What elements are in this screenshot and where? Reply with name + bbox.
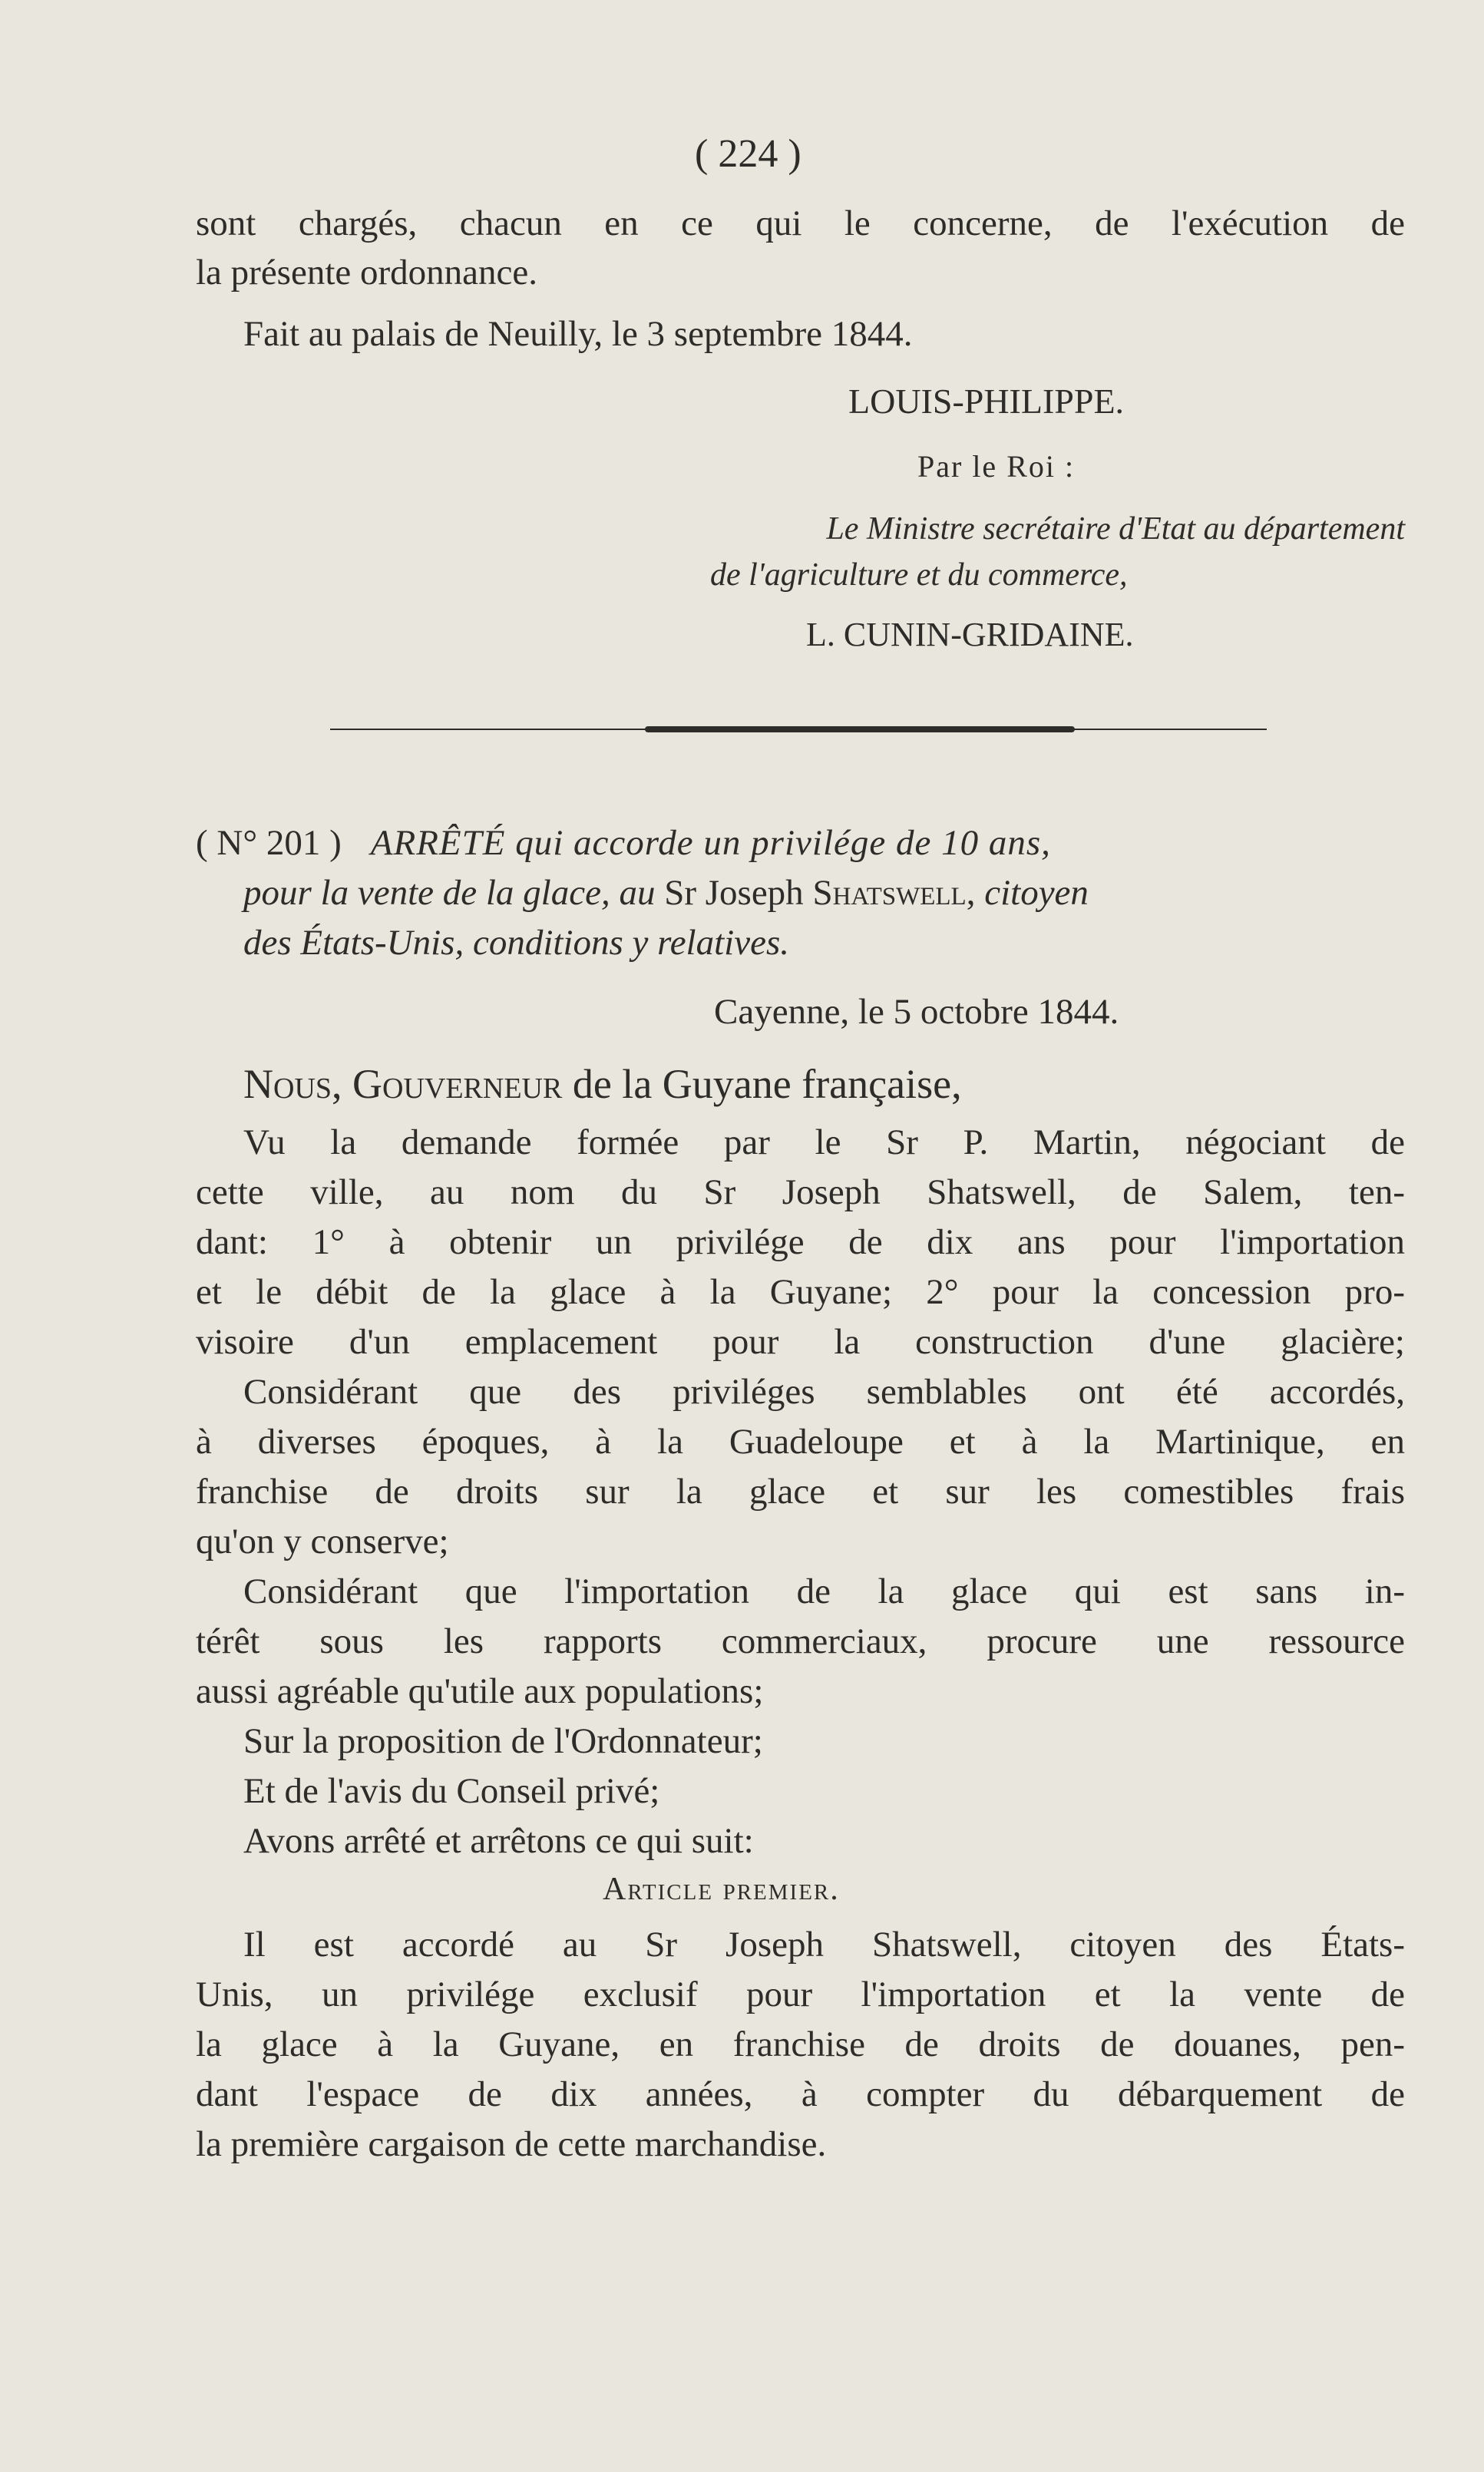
- body-line: Avons arrêté et arrêtons ce qui suit:: [243, 1821, 754, 1861]
- intro-line-2: la présente ordonnance.: [196, 253, 537, 292]
- body-line: Et de l'avis du Conseil privé;: [243, 1771, 660, 1811]
- minister-title-line-1: Le Ministre secrétaire d'Etat au département: [826, 511, 1405, 547]
- article-line: Il est accordé au Sr Joseph Shatswell, citoyen des États-: [243, 1925, 1405, 1965]
- article-line: la première cargaison de cette marchandise.: [196, 2124, 827, 2164]
- nous-gouverneur: Nous, Gouverneur de la Guyane française,: [243, 1061, 962, 1107]
- decree-title-line-1: [196, 825, 1405, 861]
- body-line: et le débit de la glace à la Guyane; 2° pour la concession pro-: [196, 1272, 1405, 1312]
- body-line: Considérant que l'importation de la glace qui est sans in-: [243, 1571, 1405, 1611]
- body-line: Sur la proposition de l'Ordonnateur;: [243, 1721, 763, 1761]
- decree-number: ( N° 201 ): [196, 823, 342, 863]
- decree-title-line-2: pour la vente de la glace, au Sr Joseph Shatswell, citoyen: [243, 873, 1089, 913]
- body-line: dant: 1° à obtenir un privilége de dix ans pour l'importation: [196, 1222, 1405, 1262]
- body-line: qu'on y conserve;: [196, 1522, 449, 1562]
- decree-title-1: ARRÊTÉ qui accorde un privilége de 10 ans,: [370, 823, 1051, 863]
- body-line: térêt sous les rapports commerciaux, procure une ressource: [196, 1621, 1405, 1661]
- minister-title-line-2: de l'agriculture et du commerce,: [710, 557, 1128, 593]
- body-line: Considérant que des priviléges semblables ont été accordés,: [243, 1372, 1405, 1412]
- body-line: cette ville, au nom du Sr Joseph Shatswell, de Salem, ten-: [196, 1172, 1405, 1212]
- divider-thick: [645, 726, 1075, 732]
- minister-name: L. CUNIN-GRIDAINE.: [806, 616, 1134, 653]
- body-line: aussi agréable qu'utile aux populations;: [196, 1671, 764, 1711]
- body-line: visoire d'un emplacement pour la construction d'une glacière;: [196, 1322, 1405, 1362]
- article-line: Unis, un privilége exclusif pour l'importation et la vente de: [196, 1975, 1405, 2014]
- article-line: la glace à la Guyane, en franchise de droits de douanes, pen-: [196, 2024, 1405, 2064]
- intro-line-1: sont chargés, chacun en ce qui le concerne, de l'exécution de: [196, 203, 1405, 243]
- body-line: à diverses époques, à la Guadeloupe et à la Martinique, en: [196, 1422, 1405, 1462]
- place-date: Cayenne, le 5 octobre 1844.: [714, 992, 1119, 1032]
- article-line: dant l'espace de dix années, à compter du débarquement de: [196, 2074, 1405, 2114]
- decree-title-line-3: des États-Unis, conditions y relatives.: [243, 923, 789, 963]
- body-line: Vu la demande formée par le Sr P. Martin, négociant de: [243, 1122, 1405, 1162]
- dated-line: Fait au palais de Neuilly, le 3 septembre 1844.: [243, 314, 913, 354]
- king-signature: LOUIS-PHILIPPE.: [848, 382, 1125, 421]
- page-number: ( 224 ): [695, 132, 801, 176]
- section-divider: [330, 728, 1267, 731]
- article-heading: Article premier.: [603, 1872, 840, 1907]
- body-line: franchise de droits sur la glace et sur les comestibles frais: [196, 1472, 1405, 1512]
- par-le-roi: Par le Roi :: [917, 449, 1076, 484]
